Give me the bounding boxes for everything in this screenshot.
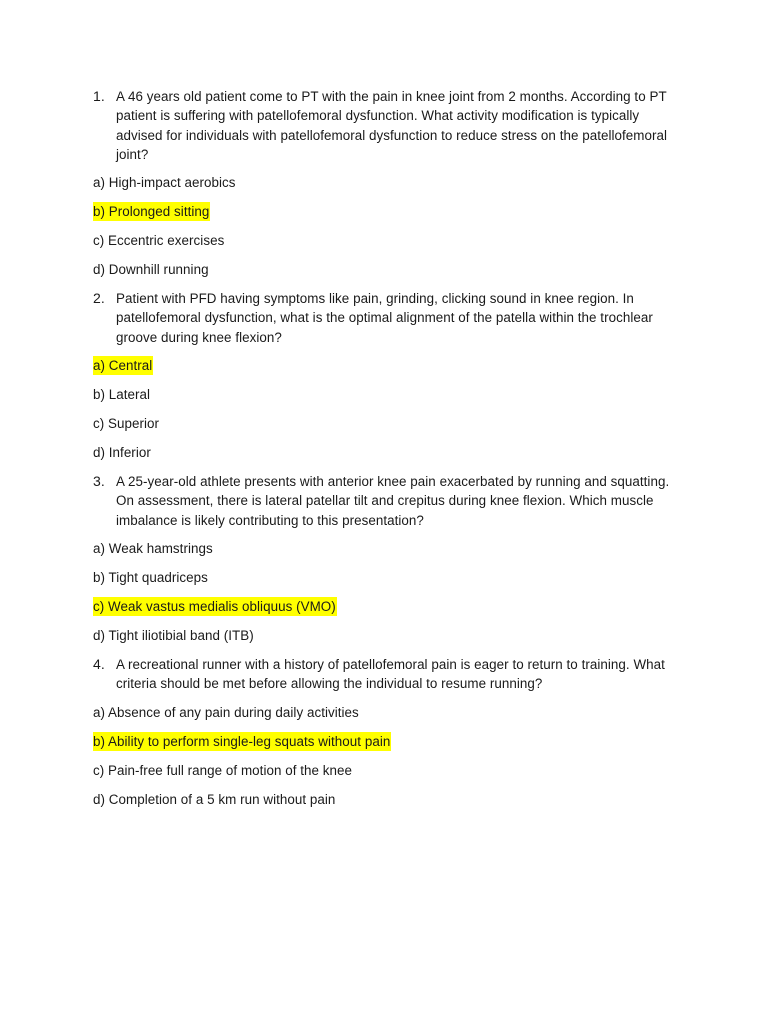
option-4d: [93, 790, 676, 809]
question-text: A 25-year-old athlete presents with anterior knee pain exacerbated by running and squatting. On assessment, there is lateral patellar tilt and crepitus during knee flexion. Which muscle imbalance is likely contributing to this presentation?: [116, 474, 670, 528]
question-text: Patient with PFD having symptoms like pain, grinding, clicking sound in knee region. In patellofemoral dysfunction, what is the optimal alignment of the patella within the trochlear groove during knee flexion?: [116, 291, 653, 345]
option-label: d) Tight iliotibial band (ITB): [93, 627, 254, 643]
option-2b: [93, 385, 676, 404]
question-1: [93, 87, 676, 164]
question-3: [93, 472, 676, 530]
option-2c: [93, 414, 676, 433]
option-label: d) Inferior: [93, 445, 151, 461]
option-2d: [93, 443, 676, 462]
option-label: c) Eccentric exercises: [93, 233, 225, 249]
option-label: b) Prolonged sitting: [93, 204, 210, 220]
option-label: b) Ability to perform single-leg squats without pain: [93, 733, 391, 749]
option-3b: [93, 568, 676, 587]
option-label: d) Downhill running: [93, 262, 209, 278]
option-label: a) Absence of any pain during daily activities: [93, 704, 359, 720]
option-4a: [93, 703, 676, 722]
option-3c-correct: [93, 597, 676, 616]
option-1c: [93, 231, 676, 250]
option-label: d) Completion of a 5 km run without pain: [93, 791, 336, 807]
question-number: 2.: [93, 290, 105, 307]
option-3a: [93, 539, 676, 558]
option-label: c) Pain-free full range of motion of the knee: [93, 762, 353, 778]
option-label: a) High-impact aerobics: [93, 175, 236, 191]
question-text: A recreational runner with a history of patellofemoral pain is eager to return to training. What criteria should be met before allowing the individual to resume running?: [116, 656, 665, 692]
question-2: [93, 289, 676, 347]
option-label: b) Lateral: [93, 387, 151, 403]
option-1a: [93, 173, 676, 192]
option-label: a) Central: [93, 358, 153, 374]
question-4: [93, 655, 676, 694]
option-1d: [93, 260, 676, 279]
option-label: a) Weak hamstrings: [93, 540, 213, 556]
option-2a-correct: [93, 356, 676, 375]
option-label: b) Tight quadriceps: [93, 569, 208, 585]
option-3d: [93, 626, 676, 645]
question-text: A 46 years old patient come to PT with the pain in knee joint from 2 months. According to PT patient is suffering with patellofemoral dysfunction. What activity modification is typically advised for individuals with patellofemoral dysfunction to reduce stress on the patellofemoral joint?: [116, 89, 668, 162]
question-number: 4.: [93, 655, 105, 672]
option-1b-correct: [93, 202, 676, 221]
question-number: 3.: [93, 473, 105, 490]
option-4c: [93, 761, 676, 780]
option-4b-correct: [93, 732, 676, 751]
option-label: c) Superior: [93, 416, 160, 432]
option-label: c) Weak vastus medialis obliquus (VMO): [93, 598, 336, 614]
question-number: 1.: [93, 88, 105, 104]
